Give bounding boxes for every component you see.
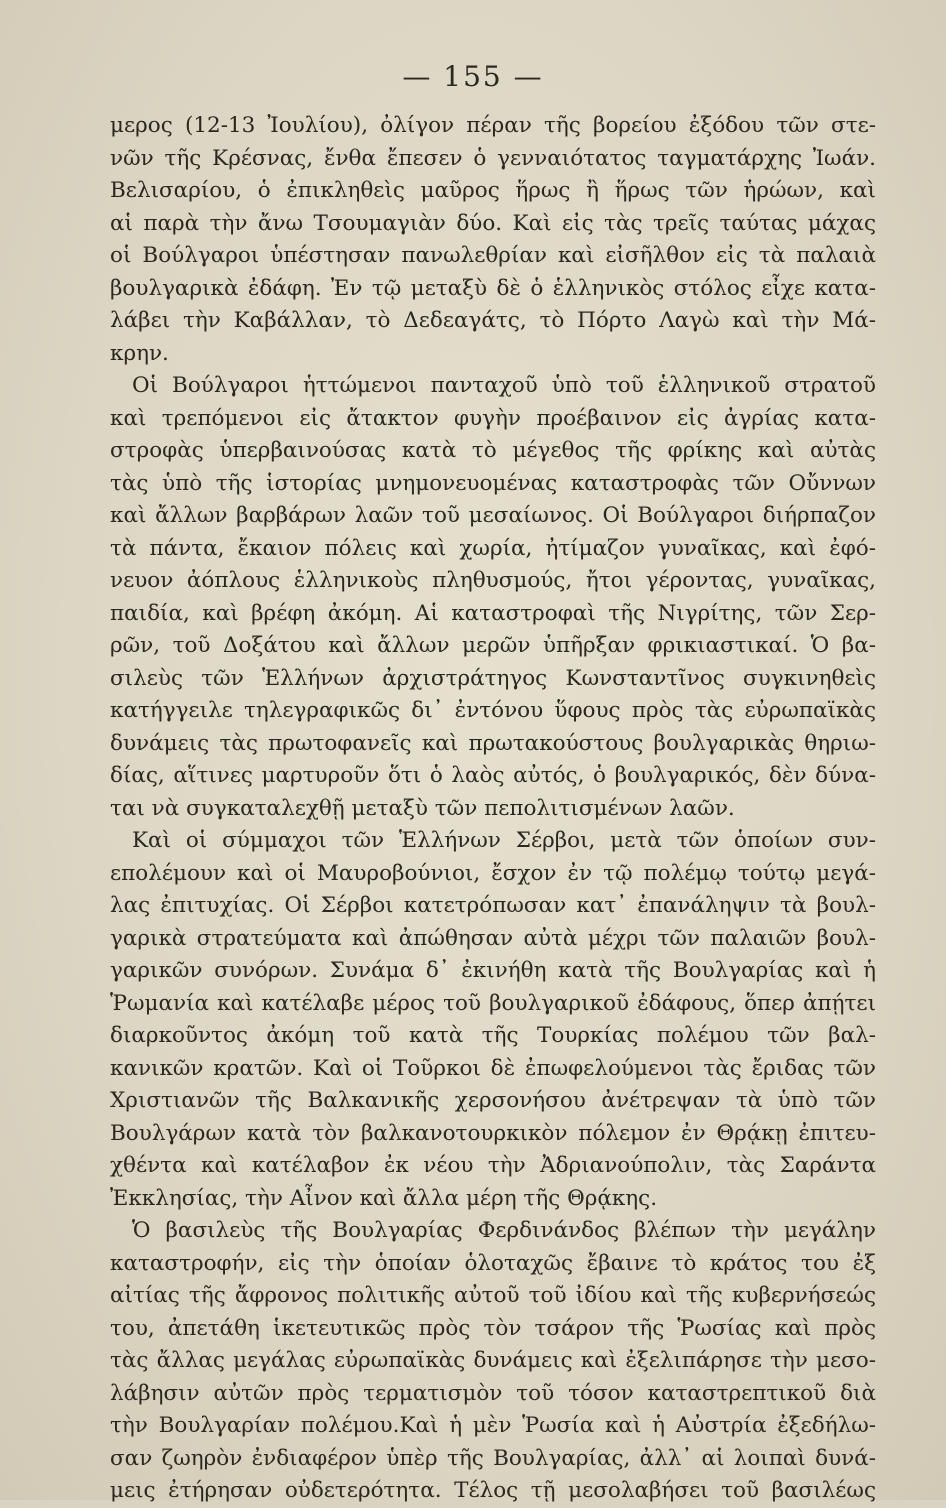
text-line: λάβει τὴν Καβάλλαν, τὸ Δεδεαγάτς, τὸ Πόρτο Λαγὼ καὶ τὴν Μά- <box>110 308 876 333</box>
text-line: Ἐκκλησίας, τὴν Αἶνον καὶ ἄλλα μέρη τῆς Θρᾴκης. <box>110 1185 658 1211</box>
text-line: λας ἐπιτυχίας. Οἱ Σέρβοι κατετρόπωσαν κατ᾽ ἐπανάληψιν τὰ βουλ- <box>110 893 876 918</box>
text-line: τὰς ἄλλας μεγάλας εὐρωπαϊκὰς δυνάμεις καὶ ἐξελιπάρησε τὴν μεσο- <box>110 1348 876 1373</box>
text-line: γαρικῶν συνόρων. Συνάμα δ᾽ ἐκινήθη κατὰ τῆς Βουλγαρίας καὶ ἡ <box>110 958 876 983</box>
text-line: νῶν τῆς Κρέσνας, ἔνθα ἔπεσεν ὁ γενναιότατος ταγματάρχης Ἰωάν. <box>110 145 876 171</box>
text-line: τὰς ὑπὸ τῆς ἱστορίας μνημονευομένας καταστροφὰς τῶν Οὔννων <box>110 470 876 496</box>
text-line: διαρκοῦντος ἀκόμη τοῦ κατὰ τῆς Τουρκίας πολέμου τῶν βαλ- <box>110 1023 876 1048</box>
text-line: τὰ πάντα, ἔκαιον πόλεις καὶ χωρία, ἠτίμαζον γυναῖκας, καὶ ἐφό- <box>110 535 876 561</box>
text-line: του, ἀπετάθη ἱκετευτικῶς πρὸς τὸν τσάρον τῆς Ῥωσίας καὶ πρὸς <box>110 1315 876 1341</box>
text-line: καὶ τρεπόμενοι εἰς ἄτακτον φυγὴν προέβαινον εἰς ἀγρίας κατα- <box>110 405 876 431</box>
text-line: λάβησιν αὐτῶν πρὸς τερματισμὸν τοῦ τόσον καταστρεπτικοῦ διὰ <box>110 1380 876 1406</box>
text-line: επολέμουν καὶ οἱ Μαυροβούνιοι, ἔσχον ἐν τῷ πολέμῳ τούτῳ μεγά- <box>110 860 876 886</box>
text-line: αἱ παρὰ τὴν ἄνω Τσουμαγιὰν δύο. Καὶ εἰς τὰς τρεῖς ταύτας μάχας <box>110 210 876 236</box>
text-line: στροφὰς ὑπερβαινούσας κατὰ τὸ μέγεθος τῆς φρίκης καὶ αὐτὰς <box>110 438 876 463</box>
text-line: κρην. <box>110 340 169 366</box>
body-text <box>110 110 876 1508</box>
text-line: κανικῶν κρατῶν. Καὶ οἱ Τοῦρκοι δὲ ἐπωφελούμενοι τὰς ἔριδας τῶν <box>110 1055 876 1081</box>
text-line: Βελισαρίου, ὁ ἐπικληθεὶς μαῦρος ἥρως ἢ ἥρως τῶν ἡρώων, καὶ <box>110 178 876 203</box>
page-number: — 155 — <box>402 60 544 93</box>
text-line: μεις ἐτήρησαν οὐδετερότητα. Τέλος τῇ μεσολαβήσει τοῦ βασιλέως <box>110 1478 876 1503</box>
text-line: καταστροφήν, εἰς τὴν ὁποίαν ὁλοταχῶς ἔβαινε τὸ κράτος του ἐξ <box>110 1250 876 1276</box>
text-line: δυνάμεις τὰς πρωτοφανεῖς καὶ πρωτακούστους βουλγαρικὰς θηριω- <box>110 730 876 756</box>
text-line: τὴν Βουλγαρίαν πολέμου.Καὶ ἡ μὲν Ῥωσία καὶ ἡ Αὐστρία ἐξεδήλω- <box>110 1413 876 1438</box>
text-line: αἰτίας τῆς ἄφρονος πολιτικῆς αὐτοῦ τοῦ ἰδίου καὶ τῆς κυβερνήσεώς <box>110 1283 876 1308</box>
text-line: Χριστιανῶν τῆς Βαλκανικῆς χερσονήσου ἀνέτρεψαν τὰ ὑπὸ τῶν <box>110 1088 876 1113</box>
text-line: Ὁ βασιλεὺς τῆς Βουλγαρίας Φερδινάνδος βλέπων τὴν μεγάλην <box>132 1218 876 1243</box>
text-line: δίας, αἵτινες μαρτυροῦν ὅτι ὁ λαὸς αὐτός, ὁ βουλγαρικός, δὲν δύνα- <box>110 763 876 788</box>
text-line: Καὶ οἱ σύμμαχοι τῶν Ἑλλήνων Σέρβοι, μετὰ τῶν ὁποίων συν- <box>132 828 876 853</box>
text-line: ται νὰ συγκαταλεχθῇ μεταξὺ τῶν πεπολιτισμένων λαῶν. <box>110 795 735 821</box>
text-line: χθέντα καὶ κατέλαβον ἐκ νέου τὴν Ἀδριανούπολιν, τὰς Σαράντα <box>110 1153 876 1178</box>
text-line: νευον ἀόπλους ἑλληνικοὺς πληθυσμούς, ἤτοι γέροντας, γυναῖκας, <box>110 568 876 593</box>
text-line: γαρικὰ στρατεύματα καὶ ἀπώθησαν αὐτὰ μέχρι τῶν παλαιῶν βουλ- <box>110 925 876 951</box>
text-line: Ῥωμανία καὶ κατέλαβε μέρος τοῦ βουλγαρικοῦ ἐδάφους, ὅπερ ἀπῄτει <box>110 990 876 1016</box>
text-line: παιδία, καὶ βρέφη ἀκόμη. Αἱ καταστροφαὶ τῆς Νιγρίτης, τῶν Σερ- <box>110 600 876 626</box>
text-line: σιλεὺς τῶν Ἑλλήνων ἀρχιστράτηγος Κωνσταντῖνος συγκινηθεὶς <box>110 665 876 691</box>
text-line: σαν ζωηρὸν ἐνδιαφέρον ὑπὲρ τῆς Βουλγαρίας, ἀλλ᾽ αἱ λοιπαὶ δυνά- <box>110 1445 876 1471</box>
text-line: βουλγαρικὰ ἐδάφη. Ἐν τῷ μεταξὺ δὲ ὁ ἑλληνικὸς στόλος εἶχε κατα- <box>110 275 876 301</box>
text-line: μερος (12-13 Ἰουλίου), ὀλίγον πέραν τῆς βορείου ἐξόδου τῶν στε- <box>110 113 876 138</box>
text-line: καὶ ἄλλων βαρβάρων λαῶν τοῦ μεσαίωνος. Οἱ Βούλγαροι διήρπαζον <box>110 503 876 528</box>
text-line: Οἱ Βούλγαροι ἡττώμενοι πανταχοῦ ὑπὸ τοῦ ἑλληνικοῦ στρατοῦ <box>132 373 876 398</box>
text-line: Βουλγάρων κατὰ τὸν βαλκανοτουρκικὸν πόλεμον ἐν Θρᾴκῃ ἐπιτευ- <box>110 1120 876 1146</box>
text-line: οἱ Βούλγαροι ὑπέστησαν πανωλεθρίαν καὶ εἰσῆλθον εἰς τὰ παλαιὰ <box>110 243 876 268</box>
text-line: κατήγγειλε τηλεγραφικῶς δι᾽ ἐντόνου ὕφους πρὸς τὰς εὐρωπαϊκὰς <box>110 698 876 723</box>
text-line: ρῶν, τοῦ Δοξάτου καὶ ἄλλων μερῶν ὑπῆρξαν φρικιαστικαί. Ὁ βα- <box>110 633 876 658</box>
